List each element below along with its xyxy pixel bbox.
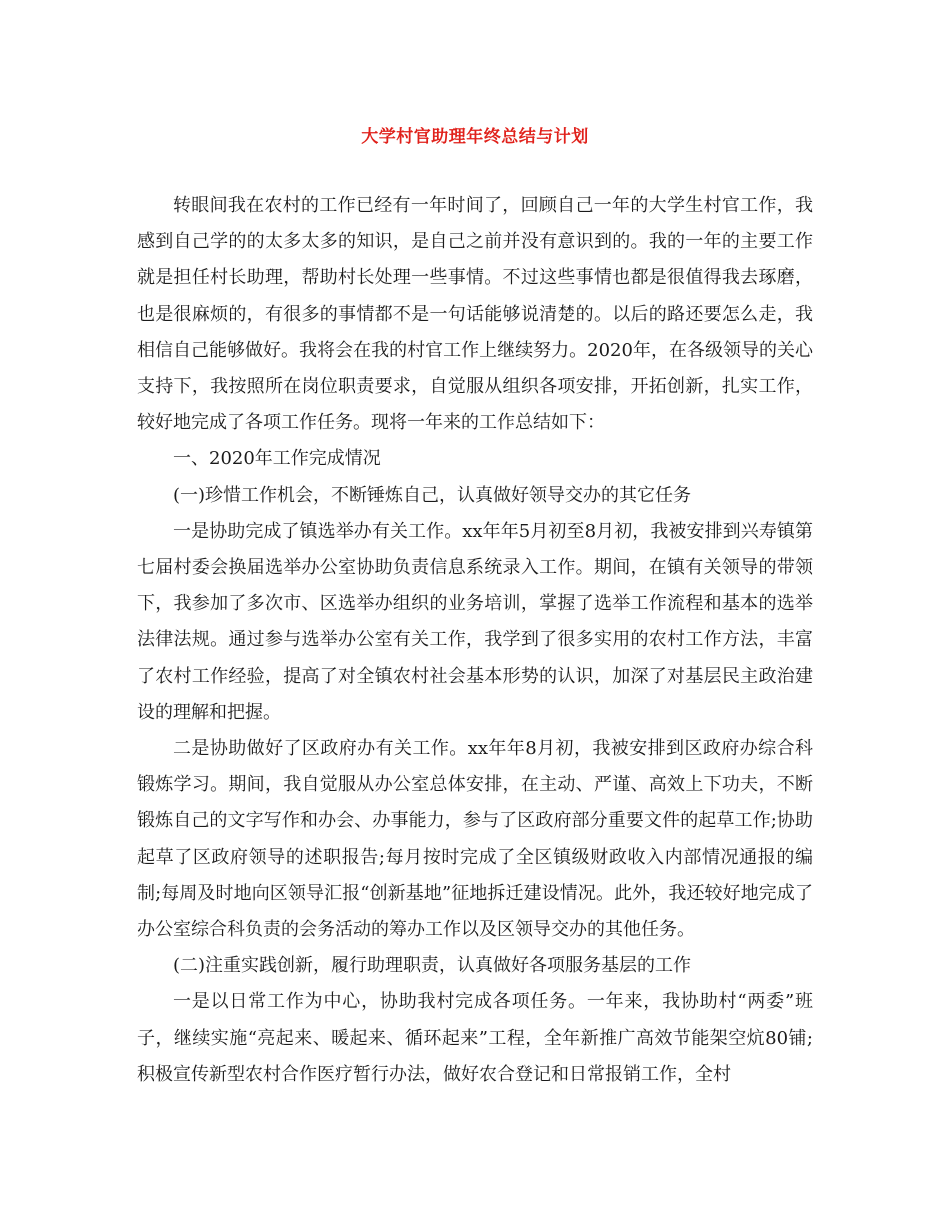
paragraph-item-1: 一是协助完成了镇选举办有关工作。xx年年5月初至8月初，我被安排到兴寿镇第七届村委会换届选举办公室协助负责信息系统录入工作。期间，在镇有关领导的带领下，我参加了多次市、区选举办组织的业务培训，掌握了选举工作流程和基本的选举法律法规。通过参与选举办公室有关工作，我学到了很多实用的农村工作方法，丰富了农村工作经验，提高了对全镇农村社会基本形势的认识，加深了对基层民主政治建设的理解和把握。 [137, 520, 813, 723]
section-heading-1: 一、2020年工作完成情况 [173, 448, 381, 470]
subsection-heading-2: (二)注重实践创新，履行助理职责，认真做好各项服务基层的工作 [173, 955, 692, 977]
paragraph-intro: 转眼间我在农村的工作已经有一年时间了，回顾自己一年的大学生村官工作，我感到自己学的的太多太多的知识，是自己之前并没有意识到的。我的一年的主要工作就是担任村长助理，帮助村长处理一些事情。不过这些事情也都是很值得我去琢磨，也是很麻烦的，有很多的事情都不是一句话能够说清楚的。以后的路还要怎么走，我相信自己能够做好。我将会在我的村官工作上继续努力。2020年，在各级领导的关心支持下，我按照所在岗位职责要求，自觉服从组织各项安排，开拓创新，扎实工作，较好地完成了各项工作任务。现将一年来的工作总结如下： [137, 195, 813, 434]
document-title: 大学村官助理年终总结与计划 [361, 127, 589, 147]
paragraph-item-2: 二是协助做好了区政府办有关工作。xx年年8月初，我被安排到区政府办综合科锻炼学习。期间，我自觉服从办公室总体安排，在主动、严谨、高效上下功夫，不断锻炼自己的文字写作和办会、办事能力，参与了区政府部分重要文件的起草工作;协助起草了区政府领导的述职报告;每月按时完成了全区镇级财政收入内部情况通报的编制;每周及时地向区领导汇报“创新基地”征地拆迁建设情况。此外，我还较好地完成了办公室综合科负责的会务活动的筹办工作以及区领导交办的其他任务。 [137, 738, 813, 941]
subsection-heading-1: (一)珍惜工作机会，不断锤炼自己，认真做好领导交办的其它任务 [173, 484, 692, 506]
paragraph-item-3: 一是以日常工作为中心，协助我村完成各项任务。一年来，我协助村“两委”班子，继续实施“亮起来、暖起来、循环起来”工程，全年新推广高效节能架空炕80铺;积极宣传新型农村合作医疗暂行办法，做好农合登记和日常报销工作，全村 [137, 991, 813, 1085]
document-body [137, 188, 813, 1093]
